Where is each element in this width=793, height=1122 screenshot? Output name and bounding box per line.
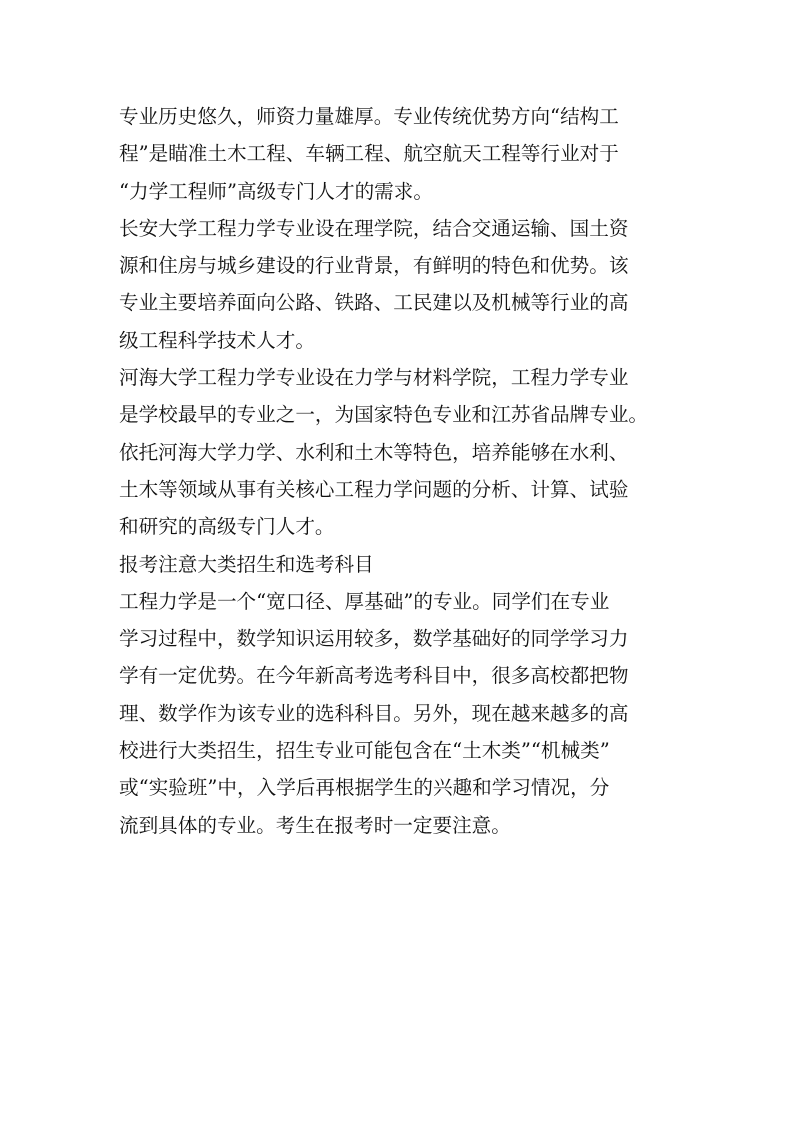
text-line: 级工程科学技术人才。 bbox=[119, 328, 315, 352]
text-line: 土木等领域从事有关核心工程力学问题的分析、计算、试验 bbox=[119, 477, 629, 501]
text-line: 程”是瞄准土木工程、车辆工程、航空航天工程等行业对于 bbox=[119, 142, 619, 166]
text-line: 工程力学是一个“宽口径、厚基础”的专业。同学们在专业 bbox=[119, 589, 610, 613]
text-line: 校进行大类招生，招生专业可能包含在“土木类”“机械类” bbox=[119, 739, 610, 763]
text-line: 河海大学工程力学专业设在力学与材料学院，工程力学专业 bbox=[119, 366, 629, 390]
text-line: 专业历史悠久，师资力量雄厚。专业传统优势方向“结构工 bbox=[119, 105, 619, 128]
text-line: 理、数学作为该专业的选科科目。另外，现在越来越多的高 bbox=[119, 701, 629, 725]
text-line: 或“实验班”中，入学后再根据学生的兴趣和学习情况，分 bbox=[119, 776, 610, 800]
text-line: 流到具体的专业。考生在报考时一定要注意。 bbox=[119, 813, 511, 837]
text-line: 学有一定优势。在今年新高考选考科目中，很多高校都把物 bbox=[119, 664, 629, 688]
text-line: 长安大学工程力学专业设在理学院，结合交通运输、国土资 bbox=[119, 216, 629, 240]
text-line: 是学校最早的专业之一，为国家特色专业和江苏省品牌专业。 bbox=[119, 403, 649, 427]
text-line: 学习过程中，数学知识运用较多，数学基础好的同学学习力 bbox=[119, 627, 629, 651]
text-line: 依托河海大学力学、水利和土木等特色，培养能够在水利、 bbox=[119, 440, 629, 464]
document-body bbox=[119, 98, 689, 844]
section-heading: 报考注意大类招生和选考科目 bbox=[119, 552, 374, 576]
text-line: 专业主要培养面向公路、铁路、工民建以及机械等行业的高 bbox=[119, 291, 629, 315]
text-line: 和研究的高级专门人才。 bbox=[119, 515, 335, 539]
text-line: 源和住房与城乡建设的行业背景，有鲜明的特色和优势。该 bbox=[119, 254, 629, 278]
text-line: “力学工程师”高级专门人才的需求。 bbox=[119, 179, 433, 203]
